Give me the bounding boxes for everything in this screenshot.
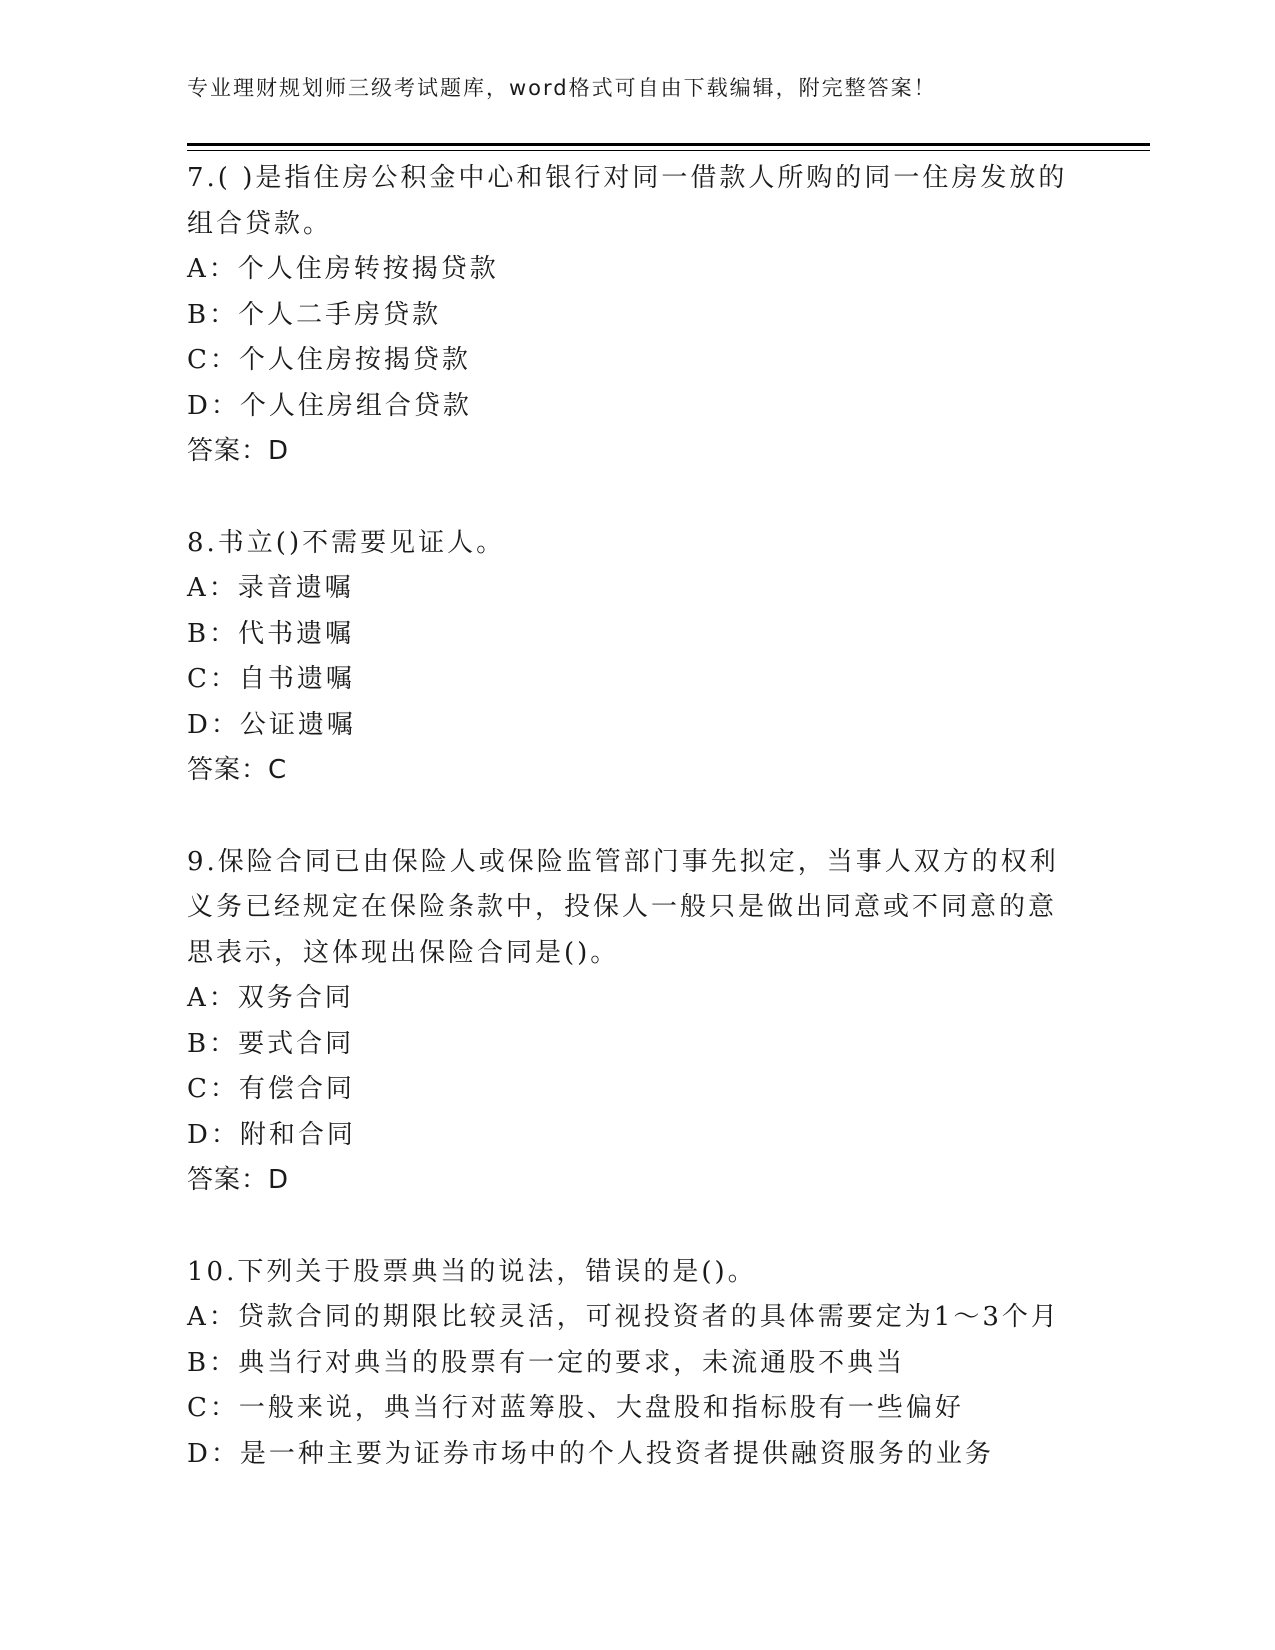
answer-line: 答案：C <box>187 755 288 785</box>
question-stem-line: 思表示，这体现出保险合同是()。 <box>187 937 620 968</box>
header-rule-thick <box>187 143 1150 146</box>
option-b: B：典当行对典当的股票有一定的要求，未流通股不典当 <box>187 1347 906 1378</box>
question-7 <box>187 156 1087 475</box>
option-d: D：公证遗嘱 <box>187 709 356 740</box>
answer-line: 答案：D <box>187 1165 290 1195</box>
option-a: A：双务合同 <box>187 983 354 1013</box>
option-b: B：个人二手房贷款 <box>187 299 442 330</box>
option-a: A：贷款合同的期限比较灵活，可视投资者的具体需要定为1～3个月 <box>187 1302 1060 1332</box>
question-10 <box>187 1250 1087 1478</box>
option-c: C：个人住房按揭贷款 <box>187 345 471 375</box>
question-8 <box>187 521 1087 794</box>
page-header: 专业理财规划师三级考试题库，word格式可自由下载编辑，附完整答案！ <box>187 76 937 100</box>
option-d: D：个人住房组合贷款 <box>187 390 472 421</box>
option-d: D：是一种主要为证券市场中的个人投资者提供融资服务的业务 <box>187 1438 994 1469</box>
question-stem-line: 组合贷款。 <box>187 208 333 239</box>
option-a: A：个人住房转按揭贷款 <box>187 254 499 284</box>
answer-line: 答案：D <box>187 436 290 466</box>
option-d: D：附和合同 <box>187 1119 356 1150</box>
question-stem-line: 10.下列关于股票典当的说法，错误的是()。 <box>187 1256 757 1287</box>
question-stem-line: 义务已经规定在保险条款中，投保人一般只是做出同意或不同意的意 <box>187 892 1058 922</box>
option-c: C：有偿合同 <box>187 1074 355 1104</box>
question-list <box>187 156 1087 1523</box>
option-b: B：代书遗嘱 <box>187 618 355 649</box>
option-b: B：要式合同 <box>187 1028 355 1059</box>
question-stem-line: 8.书立()不需要见证人。 <box>187 527 506 558</box>
question-9 <box>187 840 1087 1204</box>
question-stem-line: 7.( )是指住房公积金中心和银行对同一借款人所购的同一住房发放的 <box>187 163 1068 193</box>
option-c: C：一般来说，典当行对蓝筹股、大盘股和指标股有一些偏好 <box>187 1393 964 1423</box>
header-rule-thin <box>187 150 1150 151</box>
option-a: A：录音遗嘱 <box>187 573 354 603</box>
question-stem-line: 9.保险合同已由保险人或保险监管部门事先拟定，当事人双方的权利 <box>187 846 1059 877</box>
option-c: C：自书遗嘱 <box>187 664 355 694</box>
